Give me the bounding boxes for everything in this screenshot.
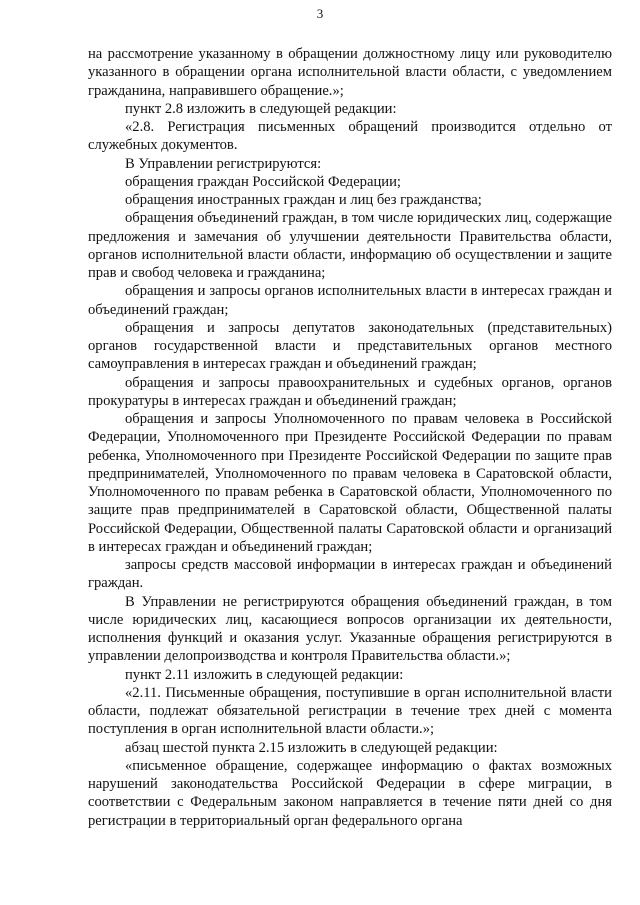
paragraph: на рассмотрение указанному в обращении должностному лицу или руководителю указанного в обращении органа исполнительной власти области, с уведомлением гражданина, направившего обращение.»;: [88, 46, 612, 99]
paragraph: обращения и запросы Уполномоченного по правам человека в Российской Федерации, Уполномоченного при Президенте Российской Федерации по правам ребенка, Уполномоченного при Президенте Российской Федерации по защите прав предпринимателей, Уполномоченного по правам человека в Саратовской области, Уполномоченного по правам ребенка в Саратовской области, Уполномоченного по защите прав предпринимателей в Саратовской области, Общественной палаты Российской Федерации, Общественной палаты Саратовской области и организаций в интересах граждан и объединений граждан;: [88, 411, 612, 555]
paragraph: «письменное обращение, содержащее информацию о фактах возможных нарушений законодательства Российской Федерации в сфере миграции, в соответствии с Федеральным законом направляется в течение пяти дней со дня регистрации в территориальный орган федерального органа: [88, 757, 612, 829]
document-body: [88, 45, 612, 830]
paragraph: обращения и запросы правоохранительных и судебных органов, органов прокуратуры в интересах граждан и объединений граждан;: [88, 374, 612, 409]
paragraph: пункт 2.11 изложить в следующей редакции:: [125, 666, 404, 683]
paragraph: абзац шестой пункта 2.15 изложить в следующей редакции:: [125, 739, 498, 756]
paragraph: обращения объединений граждан, в том числе юридических лиц, содержащие предложения и замечания об улучшении деятельности Правительства области, органов исполнительной власти области, информацию об осуществлении и защите прав и свобод человека и гражданина;: [88, 210, 612, 281]
paragraph: запросы средств массовой информации в интересах граждан и объединений граждан.: [88, 557, 612, 592]
paragraph: обращения иностранных граждан и лиц без гражданства;: [125, 192, 482, 208]
paragraph: обращения граждан Российской Федерации;: [125, 173, 401, 190]
paragraph: обращения и запросы депутатов законодательных (представительных) органов государственной власти и представительных органов местного самоуправления в интересах граждан и объединений граждан;: [88, 319, 612, 373]
paragraph: «2.11. Письменные обращения, поступившие в орган исполнительной власти области, подлежат обязательной регистрации в течение трех дней с момента поступления в орган исполнительной власти области.»;: [88, 684, 612, 738]
paragraph: В Управлении регистрируются:: [125, 155, 322, 172]
paragraph: В Управлении не регистрируются обращения объединений граждан, в том числе юридических лиц, касающиеся вопросов организации их деятельности, исполнения функций и оказания услуг. Указанные обращения регистрируются в управлении делопроизводства и контроля Правительства области.»;: [88, 593, 612, 665]
paragraph: обращения и запросы органов исполнительных власти в интересах граждан и объединений граждан;: [88, 283, 612, 318]
page-number: 3: [316, 6, 324, 21]
paragraph: пункт 2.8 изложить в следующей редакции:: [125, 100, 397, 117]
paragraph: «2.8. Регистрация письменных обращений производится отдельно от служебных документов.: [88, 119, 612, 154]
